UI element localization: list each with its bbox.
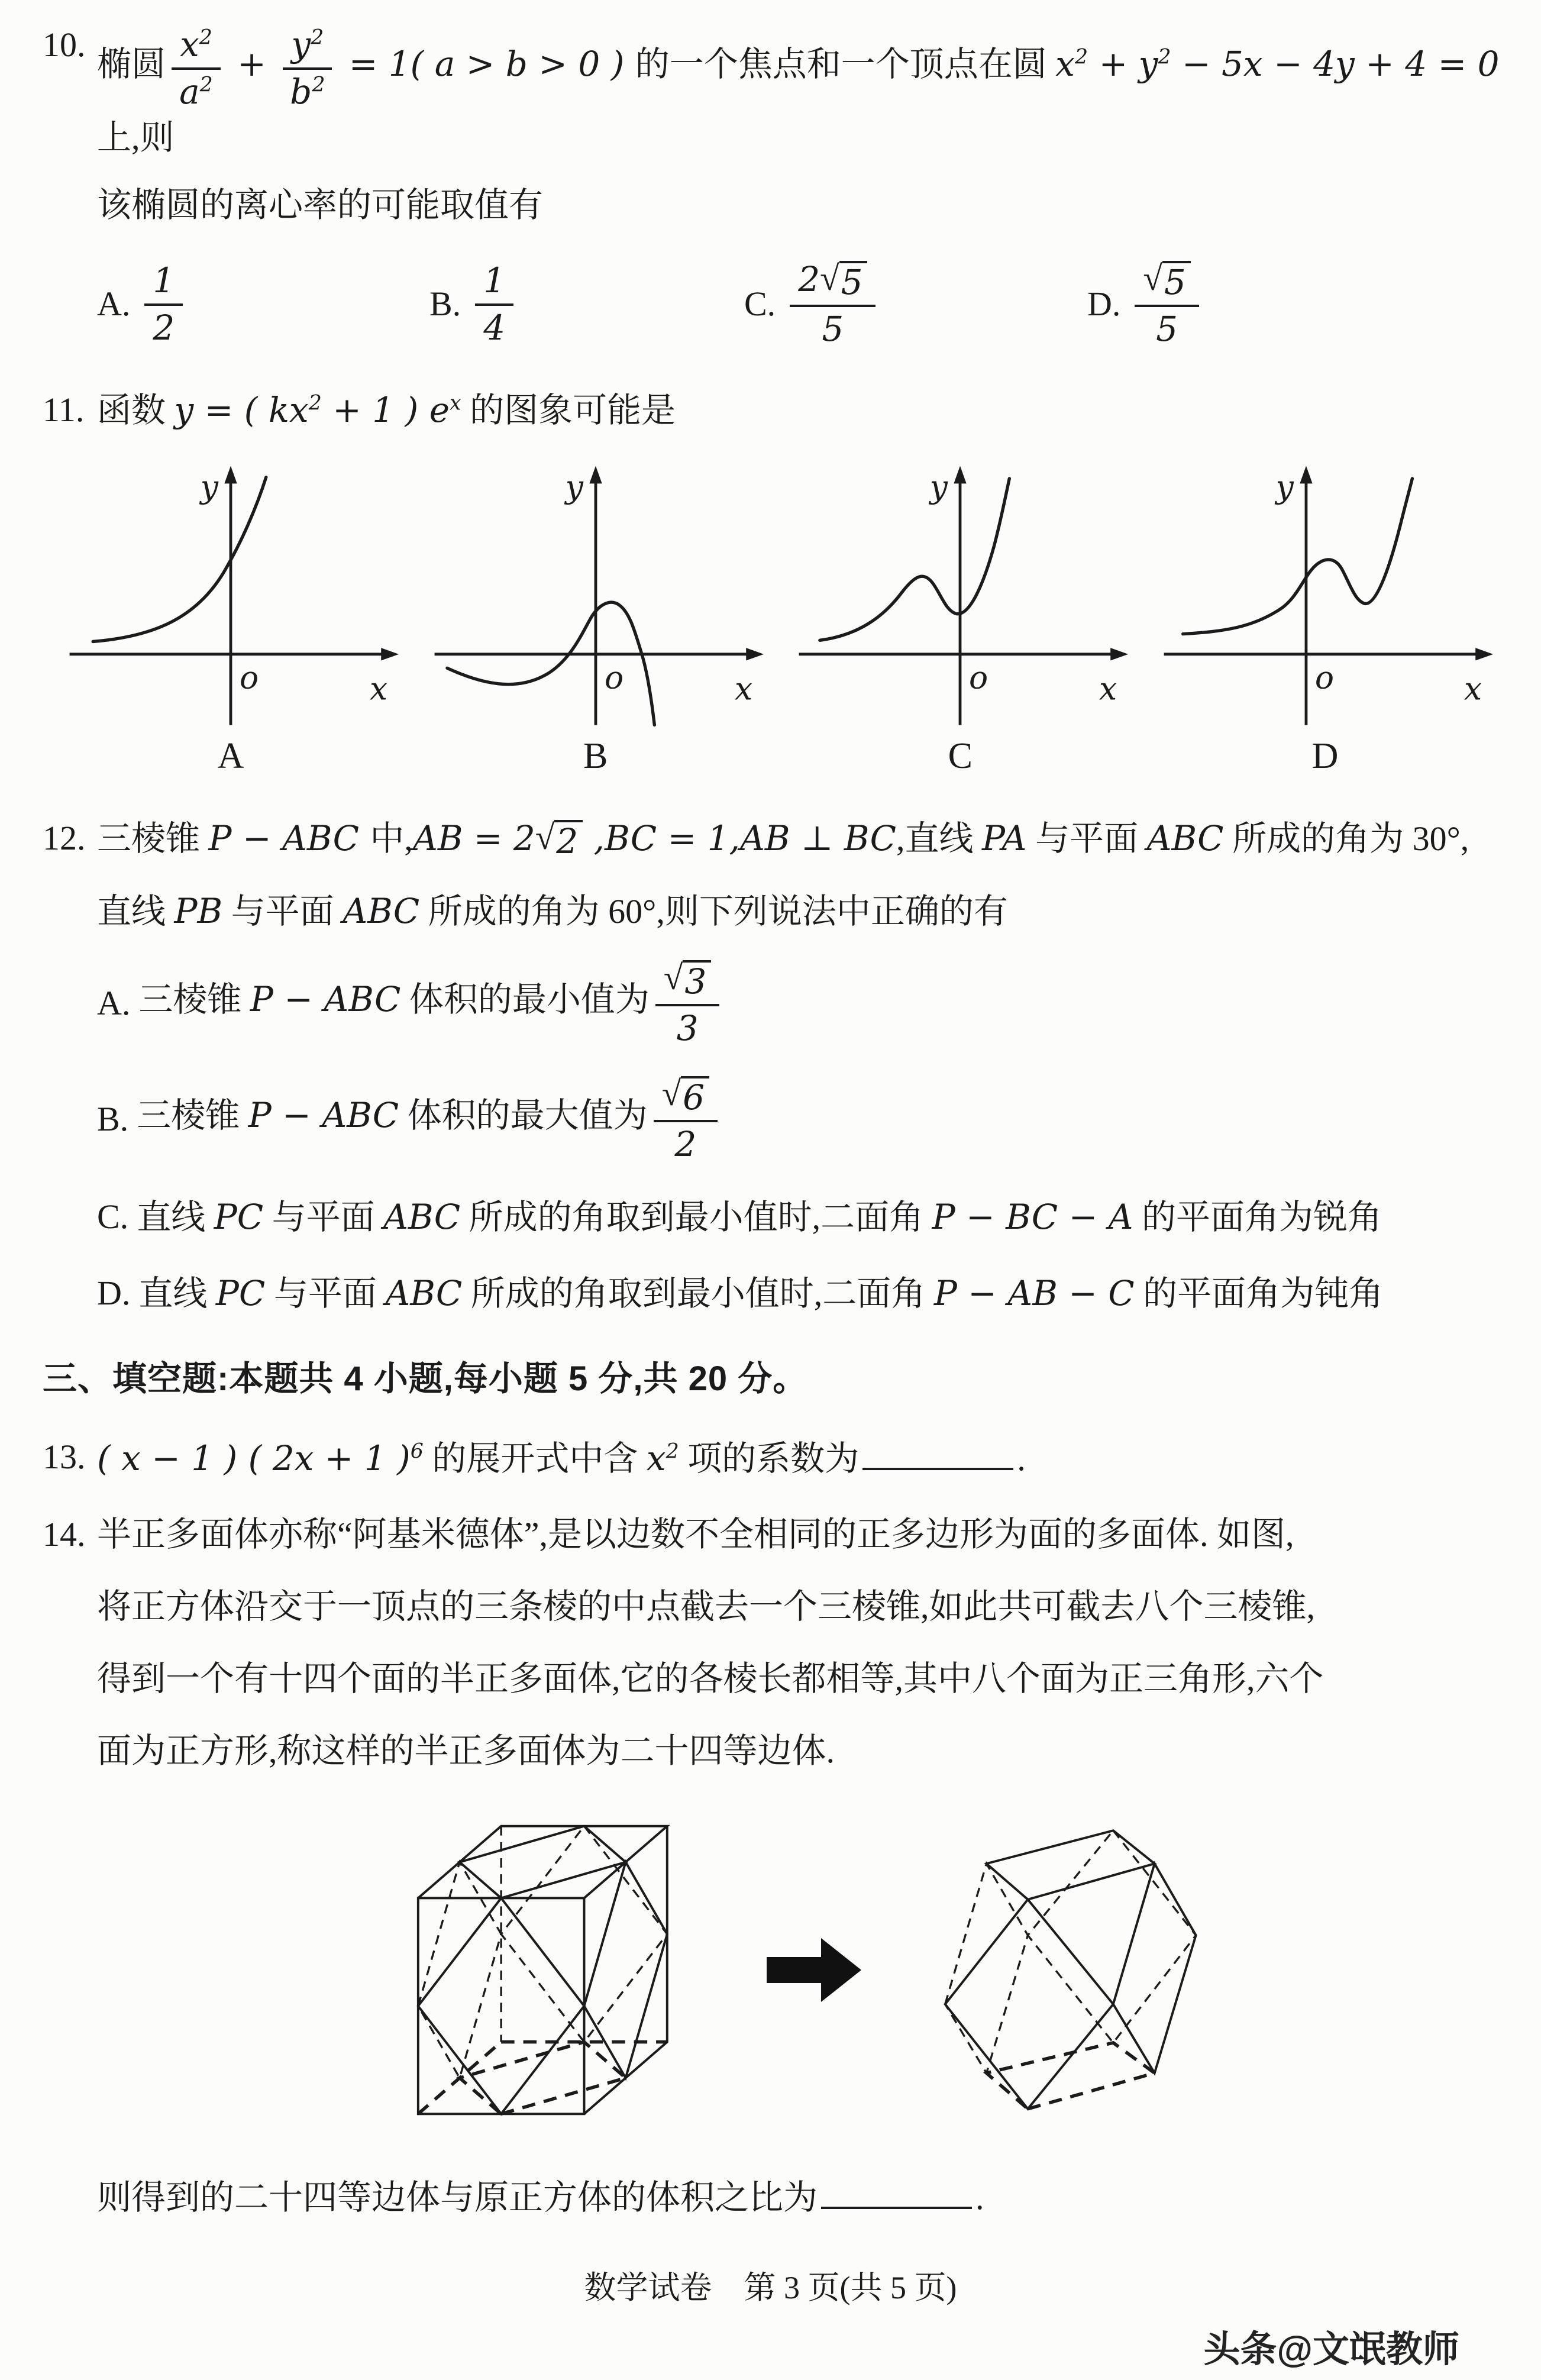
y-axis-label: y [930, 467, 948, 505]
question-11-graphs [53, 452, 1503, 782]
right-arrow-icon [764, 1935, 865, 2006]
option-text: 直线 PC 与平面 ABC 所成的角取到最小值时,二面角 P − AB − C 的平面角为钝角 [138, 1273, 1384, 1313]
option-text: 三棱锥 P − ABC 体积的最大值为 √ 6 2 [137, 1071, 723, 1167]
figure-cube-truncation [368, 1798, 723, 2142]
question-12-number: 12. [43, 819, 86, 858]
option-text: 三棱锥 P − ABC 体积的最小值为 √ 3 3 [138, 955, 725, 1051]
footer-page-info: 数学试卷 第 3 页(共 5 页) [584, 2270, 957, 2306]
option-12-a [97, 955, 1508, 1051]
option-value: √ 5 5 [1129, 256, 1204, 352]
graph-d-letter: D [1311, 735, 1339, 776]
graph-option-a [53, 452, 408, 782]
section-3-heading: 三、填空题:本题共 4 小题,每小题 5 分,共 20 分。 [43, 1359, 808, 1398]
option-12-b [97, 1071, 1508, 1167]
graph-d-plot [1148, 452, 1503, 730]
question-13-number: 13. [43, 1437, 86, 1476]
question-12-stem-line2: 直线 PB 与平面 ABC 所成的角为 60°,则下列说法中正确的有 [97, 891, 1008, 932]
curve-a [93, 477, 266, 642]
x-axis-label: x [370, 670, 388, 708]
question-12 [43, 815, 1508, 1317]
y-axis-arrow-icon [1300, 466, 1312, 483]
question-13 [43, 1433, 1508, 1483]
question-14-line3: 得到一个有十四个面的半正多面体,它的各棱长都相等,其中八个面为正三角形,六个 [97, 1659, 1324, 1698]
x-axis-arrow-icon [746, 648, 764, 660]
option-value: $\frac{1}{4}$ [469, 257, 519, 350]
origin-label: o [239, 658, 259, 696]
x-axis-arrow-icon [1111, 648, 1129, 660]
question-10-body [97, 21, 1508, 352]
question-14-figures [97, 1798, 1508, 2142]
question-14 [43, 1511, 1508, 2221]
option-10-c [744, 256, 1087, 352]
question-10 [43, 21, 1508, 352]
question-11-number: 11. [43, 390, 85, 429]
question-14-body [97, 1511, 1508, 2221]
graph-a-plot [53, 452, 408, 730]
graph-b-letter: B [583, 735, 608, 776]
watermark-credit: 头条@文氓教师 [1203, 2329, 1459, 2371]
option-label: C. [97, 1197, 129, 1236]
curve-c [820, 479, 1009, 640]
graph-c-plot [783, 452, 1138, 730]
option-value: $\frac{1}{2}$ [138, 257, 189, 350]
graph-option-c [783, 452, 1138, 782]
option-10-b [429, 257, 744, 350]
question-14-tail: 则得到的二十四等边体与原正方体的体积之比为 . [97, 2172, 1508, 2221]
graph-option-b [418, 452, 773, 782]
graph-a-letter: A [217, 735, 244, 776]
cuboctahedron-edges [945, 1831, 1196, 2109]
option-label: D. [1087, 285, 1121, 324]
figure-cuboctahedron [906, 1809, 1238, 2131]
question-11 [43, 386, 1508, 434]
option-value: 2 √ 5 5 [784, 256, 881, 352]
x-axis-arrow-icon [381, 648, 399, 660]
question-14-number: 14. [43, 1514, 86, 1554]
question-10-options [97, 256, 1508, 352]
y-axis-label: y [565, 467, 583, 505]
option-text: 直线 PC 与平面 ABC 所成的角取到最小值时,二面角 P − BC − A 的平面角为锐角 [137, 1196, 1382, 1237]
question-10-stem-line2: 该椭圆的离心率的可能取值有 [97, 186, 544, 225]
x-axis-label: x [1464, 670, 1482, 708]
y-axis-arrow-icon [954, 466, 967, 483]
option-label: A. [97, 984, 131, 1023]
option-10-d [1087, 256, 1508, 352]
question-11-body [97, 386, 1508, 434]
option-12-d [97, 1270, 1508, 1317]
option-label: C. [744, 285, 776, 324]
option-label: B. [97, 1099, 129, 1138]
y-axis-label: y [1275, 467, 1294, 505]
question-12-stem-line1: 三棱锥 P − ABC 中,AB = 2 √ 2 ,BC = 1,AB ⊥ BC,直线 PA 与平面 ABC 所成的角为 30°, [97, 818, 1469, 862]
option-label: B. [429, 285, 461, 324]
question-14-line1: 半正多面体亦称“阿基米德体”,是以边数不全相同的正多边形为面的多面体. 如图, [97, 1514, 1294, 1554]
graph-c-letter: C [948, 735, 973, 776]
cuboctahedron-edges [418, 1826, 667, 2114]
origin-label: o [969, 658, 988, 696]
origin-label: o [604, 658, 623, 696]
graph-option-d [1148, 452, 1503, 782]
question-14-line2: 将正方体沿交于一顶点的三条棱的中点截去一个三棱锥,如此共可截去八个三棱锥, [97, 1587, 1316, 1626]
y-axis-label: y [200, 467, 218, 505]
origin-label: o [1314, 658, 1335, 696]
x-axis-arrow-icon [1475, 648, 1493, 660]
x-axis-label: x [1099, 670, 1117, 708]
question-10-stem: 椭圆 $\frac{x^2}{a^2}$ + $\frac{y^2}{b^2}$ = 1( a > b > 0 ) 的一个焦点和一个顶点在圆 $x^2 + y^2 - 5x - 4y + 4 = 0$ 上,则 [97, 24, 1500, 157]
y-axis-arrow-icon [589, 466, 602, 483]
graph-b-plot [418, 452, 773, 730]
option-label: A. [97, 285, 131, 324]
x-axis-label: x [734, 670, 752, 708]
y-axis-arrow-icon [224, 466, 237, 483]
curve-d [1183, 479, 1413, 634]
option-12-c [97, 1193, 1508, 1241]
question-11-stem: 函数 y = ( $kx^2 + 1$ ) $e^x$ 的图象可能是 [97, 389, 676, 430]
question-10-number: 10. [43, 25, 86, 64]
option-label: D. [97, 1274, 131, 1313]
question-12-body [97, 815, 1508, 1317]
question-13-stem: ( x − 1 ) ( 2x + 1 )$^6$ 的展开式中含 $x^2$ 项的系数为 . [97, 1433, 1508, 1483]
question-14-line4: 面为正方形,称这样的半正多面体为二十四等边体. [97, 1731, 835, 1770]
option-10-a [97, 257, 429, 350]
question-13-body [97, 1433, 1508, 1483]
